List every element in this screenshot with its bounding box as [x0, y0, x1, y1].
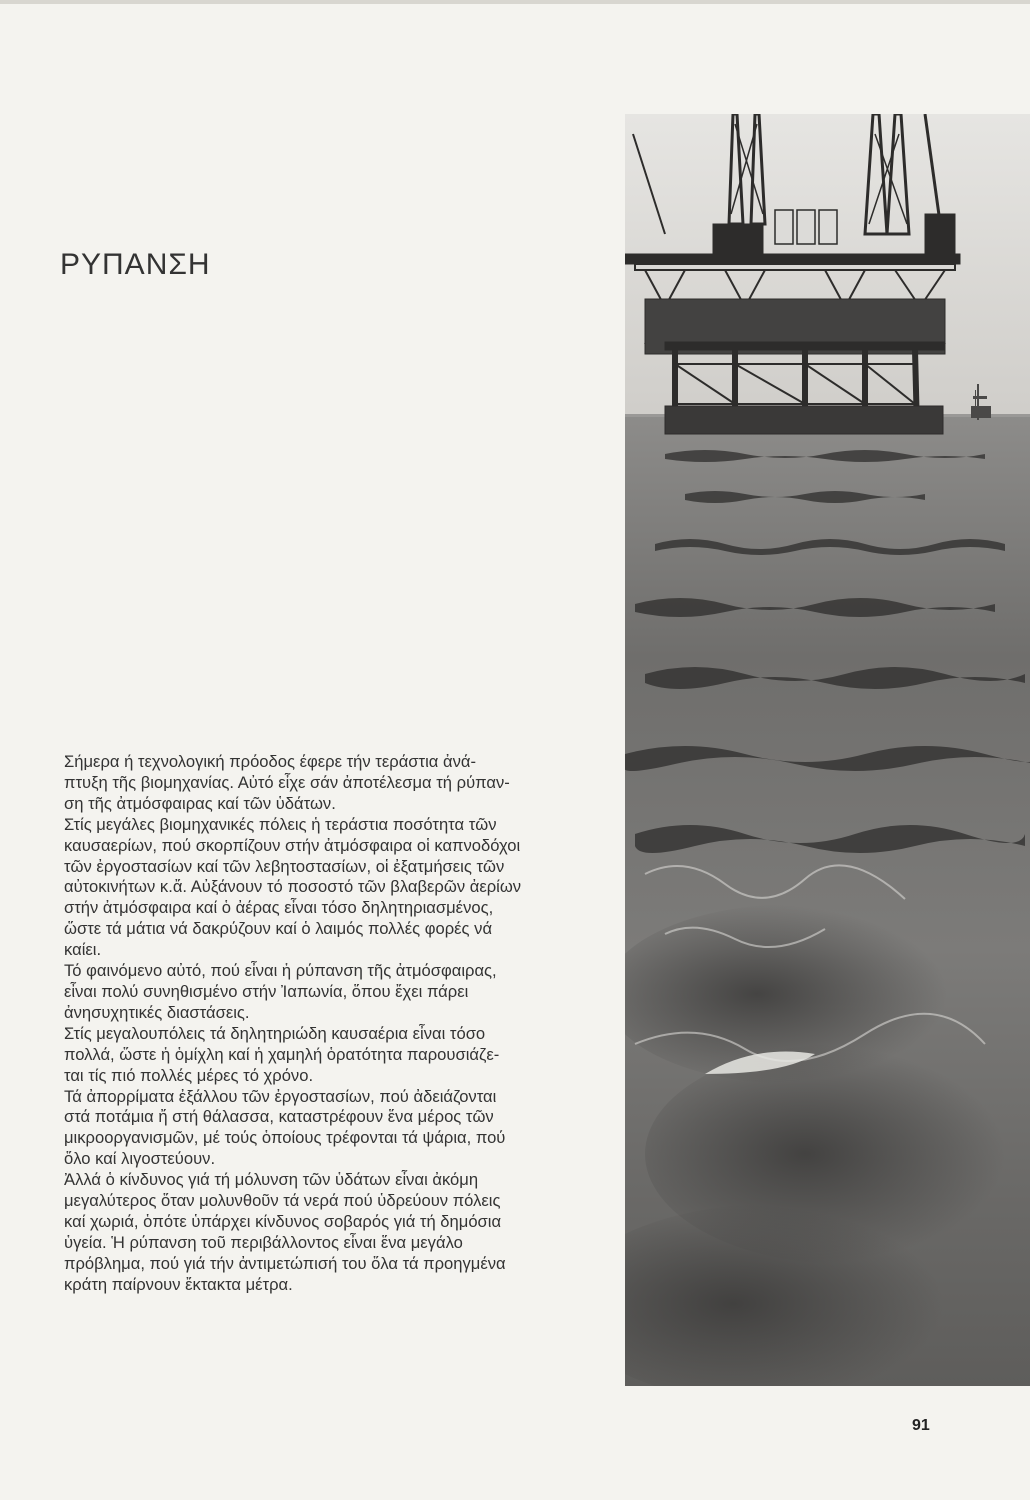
- body-text-line: πολλά, ὥστε ἡ ὁμίχλη καί ἡ χαμηλή ὁρατότητα παρουσιάζε-: [64, 1044, 500, 1064]
- body-text-line: ὅλο καί λιγοστεύουν.: [64, 1149, 216, 1169]
- body-text-line: Σήμερα ή τεχνολογική πρόοδος έφερε τήν τεράστια ἀνά-: [64, 752, 476, 771]
- body-text-line: ται τίς πιό πολλές μέρες τό χρόνο.: [64, 1065, 314, 1085]
- page-number: 91: [912, 1417, 930, 1434]
- body-text-line: στά ποτάμια ἤ στή θάλασσα, καταστρέφουν ἕνα μέρος τῶν: [64, 1107, 494, 1127]
- body-text-line: αὐτοκινήτων κ.ἄ. Αὐξάνουν τό ποσοστό τῶν βλαβερῶν ἀερίων: [64, 877, 522, 897]
- body-text-line: Τό φαινόμενο αὐτό, πού εἶναι ἡ ρύπανση τῆς ἀτμόσφαιρας,: [64, 961, 497, 981]
- body-text: [64, 752, 612, 1296]
- body-text-line: μεγαλύτερος ὅταν μολυνθοῦν τά νερά πού ὑδρεύουν πόλεις: [64, 1191, 501, 1211]
- body-text-line: πτυξη τῆς βιομηχανίας. Αὐτό εἶχε σάν ἀποτέλεσμα τή ρύπαν-: [64, 772, 510, 792]
- body-text-line: Ἀλλά ὁ κίνδυνος γιά τή μόλυνση τῶν ὑδάτων εἶναι ἀκόμη: [64, 1170, 479, 1190]
- body-text-line: μικροοργανισμῶν, μέ τούς ὁποίους τρέφονται τά ψάρια, πού: [64, 1128, 506, 1148]
- body-text-line: Στίς μεγαλουπόλεις τά δηλητηριώδη καυσαέρια εἶναι τόσο: [64, 1023, 486, 1043]
- page-title: ΡΥΠΑΝΣΗ: [60, 248, 211, 281]
- body-text-line: Στίς μεγάλες βιομηχανικές πόλεις ἡ τεράστια ποσότητα τῶν: [64, 814, 497, 834]
- page-top-edge: [0, 0, 1030, 4]
- body-text-line: ὑγεία. Ἡ ρύπανση τοῦ περιβάλλοντος εἶναι ἕνα μεγάλο: [64, 1232, 463, 1252]
- offshore-oil-platform-photo: [625, 114, 1030, 1386]
- body-text-line: εἶναι πολύ συνηθισμένο στήν Ἰαπωνία, ὅπου ἔχει πάρει: [64, 981, 469, 1001]
- body-text-line: πρόβλημα, πού γιά τήν ἀντιμετώπισή του ὅλα τά προηγμένα: [64, 1253, 506, 1273]
- body-text-line: στήν ἀτμόσφαιρα καί ὁ ἀέρας εἶναι τόσο δηλητηριασμένος,: [64, 898, 494, 918]
- body-text-line: τῶν ἐργοστασίων καί τῶν λεβητοστασίων, οἱ ἐξατμήσεις τῶν: [64, 856, 505, 876]
- body-text-line: καυσαερίων, πού σκορπίζουν στήν ἀτμόσφαιρα οἱ καπνοδόχοι: [64, 835, 521, 855]
- body-text-line: καί χωριά, ὁπότε ὑπάρχει κίνδυνος σοβαρός γιά τή δημόσια: [64, 1211, 502, 1231]
- body-text-line: ὥστε τά μάτια νά δακρύζουν καί ὁ λαιμός πολλές φορές νά: [64, 919, 493, 939]
- body-text-line: ση τῆς ἀτμόσφαιρας καί τῶν ὑδάτων.: [64, 793, 336, 813]
- body-text-line: ἀνησυχητικές διαστάσεις.: [64, 1002, 250, 1022]
- body-text-line: καίει.: [64, 940, 102, 960]
- body-text-line: κράτη παίρνουν ἔκτακτα μέτρα.: [64, 1274, 293, 1294]
- body-text-line: Τά ἀπορρίματα ἐξάλλου τῶν ἐργοστασίων, πού ἀδειάζονται: [64, 1086, 497, 1106]
